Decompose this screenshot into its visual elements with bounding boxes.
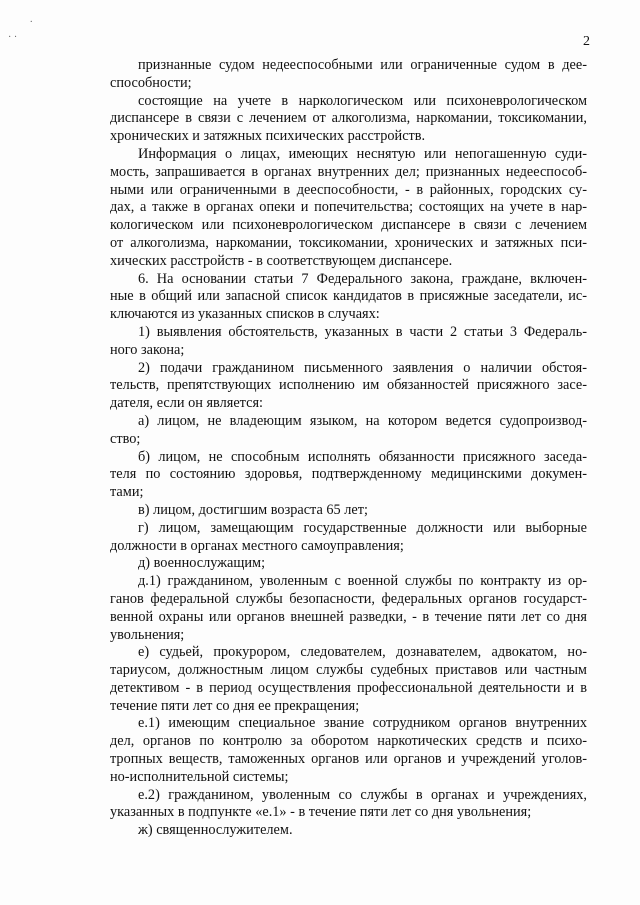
paragraph: [110, 413, 587, 449]
paragraph: [110, 555, 587, 573]
text-line: состоящие на учете в наркологическом или психоневрологическом: [138, 92, 587, 109]
scan-mark: .: [30, 14, 33, 25]
text-line: тами;: [110, 484, 144, 501]
text-line: ключаются из указанных списков в случаях:: [110, 306, 380, 323]
text-line: ж) священнослужителем.: [138, 822, 293, 839]
paragraph: [110, 271, 587, 324]
text-line: увольнения;: [110, 626, 185, 643]
text-line: 1) выявления обстоятельств, указанных в части 2 статьи 3 Федераль-: [138, 323, 587, 340]
paragraph: [110, 573, 587, 644]
text-line: кологическом или психоневрологическом диспансере в связи с лечением: [110, 217, 587, 234]
text-line: детективом - в период осуществления профессиональной деятельности и в: [110, 679, 587, 696]
text-line: г) лицом, замещающим государственные должности или выборные: [138, 519, 587, 536]
paragraph: [110, 57, 587, 93]
text-line: но-исполнительной системы;: [110, 768, 289, 785]
paragraph: [110, 449, 587, 502]
text-line: ного закона;: [110, 341, 185, 358]
text-line: тариусом, должностным лицом службы судебных приставов или частным: [110, 662, 587, 679]
text-line: ганов федеральной службы безопасности, федеральных органов государст-: [110, 590, 587, 607]
paragraph: [110, 787, 587, 823]
text-line: хических расстройств - в соответствующем диспансере.: [110, 252, 453, 269]
text-line: теля по состоянию здоровья, подтвержденному медицинскими докумен-: [110, 466, 587, 483]
text-line: в) лицом, достигшим возраста 65 лет;: [138, 501, 368, 518]
text-line: 2) подачи гражданином письменного заявления о наличии обстоя-: [138, 359, 587, 376]
text-line: дателя, если он является:: [110, 395, 263, 412]
text-line: Информация о лицах, имеющих неснятую или непогашенную суди-: [138, 145, 587, 162]
text-line: дах, а также в органах опеки и попечительства; состоящих на учете в нар-: [110, 199, 587, 216]
paragraph: [110, 360, 587, 413]
paragraph: [110, 822, 587, 840]
text-line: б) лицом, не способным исполнять обязанности присяжного заседа-: [138, 448, 587, 465]
text-line: венной охраны или органов внешней разведки, - в течение пяти лет со дня: [110, 608, 587, 625]
paragraph: [110, 93, 587, 146]
text-line: указанных в подпункте «е.1» - в течение пяти лет со дня увольнения;: [110, 804, 532, 821]
paragraph: [110, 502, 587, 520]
text-line: ными или ограниченными в дееспособности, - в районных, городских су-: [110, 181, 587, 198]
text-line: а) лицом, не владеющим языком, на котором ведется судопроизвод-: [138, 412, 587, 429]
text-line: мость, запрашивается в органах внутренних дел; признанных недееспособ-: [110, 163, 587, 180]
text-line: диспансере в связи с лечением от алкоголизма, наркомании, токсикомании,: [110, 110, 587, 127]
text-line: е.2) гражданином, уволенным со службы в органах и учреждениях,: [138, 786, 587, 803]
document-body: [110, 57, 587, 840]
text-line: ство;: [110, 430, 141, 447]
text-line: д.1) гражданином, уволенным с военной службы по контракту из ор-: [138, 573, 587, 590]
scan-mark: · ·: [8, 32, 18, 43]
text-line: признанные судом недееспособными или ограниченные судом в дее-: [138, 57, 587, 73]
text-line: 6. На основании статьи 7 Федерального закона, граждане, включен-: [138, 270, 587, 287]
text-line: дел, органов по контролю за оборотом наркотических средств и психо-: [110, 733, 587, 750]
paragraph: [110, 520, 587, 556]
text-line: е) судьей, прокурором, следователем, дознавателем, адвокатом, но-: [138, 644, 587, 661]
text-line: тропных веществ, таможенных органов или органов и учреждений уголов-: [110, 751, 587, 768]
paragraph: [110, 146, 587, 271]
text-line: от алкоголизма, наркомании, токсикомании, хронических и затяжных пси-: [110, 234, 587, 251]
text-line: должности в органах местного самоуправления;: [110, 537, 404, 554]
text-line: течение пяти лет со дня ее прекращения;: [110, 697, 360, 714]
text-line: хронических и затяжных психических расстройств.: [110, 128, 426, 145]
page-number: 2: [583, 34, 590, 49]
text-line: способности;: [110, 74, 192, 91]
paragraph: [110, 324, 587, 360]
text-line: е.1) имеющим специальное звание сотрудником органов внутренних: [138, 715, 587, 732]
paragraph: [110, 715, 587, 786]
text-line: д) военнослужащим;: [138, 555, 266, 572]
text-line: тельств, препятствующих исполнению им обязанностей присяжного засе-: [110, 377, 587, 394]
text-line: ные в общий или запасной список кандидатов в присяжные заседатели, ис-: [110, 288, 587, 305]
paragraph: [110, 644, 587, 715]
